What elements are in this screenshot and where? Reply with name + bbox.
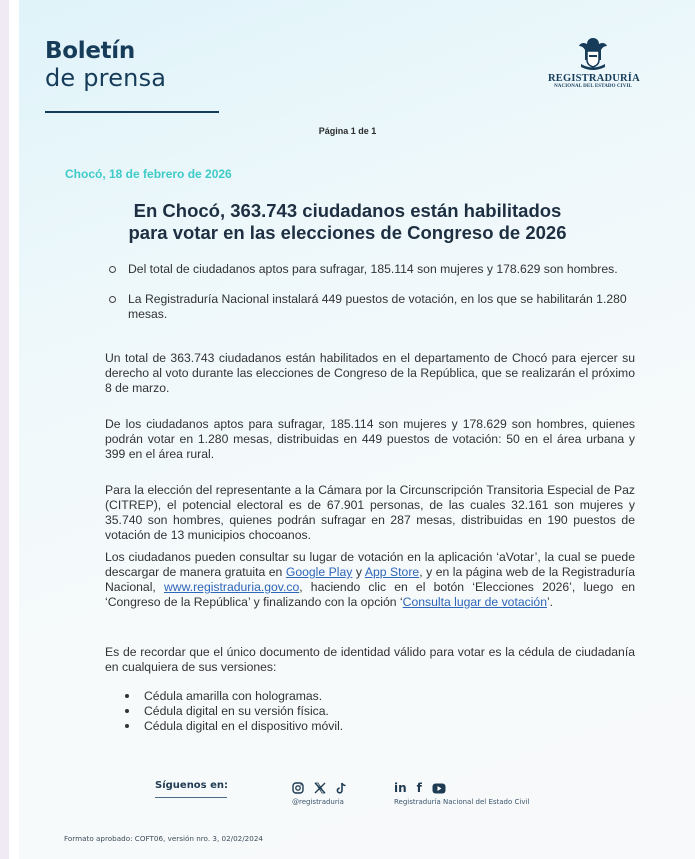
linkedin-icon[interactable]: in — [394, 781, 407, 795]
id-version-text: Cédula amarilla con hologramas. — [144, 689, 323, 703]
registraduria-website-link[interactable]: www.registraduria.gov.co — [163, 580, 300, 594]
page-indicator: Página 1 de 1 — [318, 126, 377, 136]
bullet-icon — [125, 709, 129, 713]
paragraph-id-document: Es de recordar que el único documento de identidad válido para votar es la cédula de ciudadanía en cualquiera de sus versiones: — [105, 645, 635, 674]
youtube-icon[interactable] — [432, 783, 446, 794]
format-footer: Formato aprobado: COFT06, versión nro. 3, 02/02/2024 — [64, 834, 263, 843]
headline-line2: para votar en las elecciones de Congreso de 2026 — [128, 222, 567, 243]
text-run: , haciendo clic en el botón ‘Elecciones 2026’, luego en ‘Congreso de la República’ y finalizando con la opción ‘ — [105, 580, 635, 609]
headline — [60, 200, 635, 244]
social-group-handle — [292, 781, 347, 806]
brand-title-line2: de prensa — [45, 64, 167, 92]
x-icon[interactable] — [314, 782, 326, 794]
coat-of-arms-icon — [574, 36, 612, 72]
logo-title: REGISTRADURÍA — [548, 73, 640, 84]
registraduria-logo — [548, 36, 638, 89]
follow-us-label: Síguenos en: — [155, 780, 229, 791]
text-run: Los ciudadanos pueden consultar su lugar de votación en la aplicación ‘aVotar’, la cual se puede descargar de manera gratuita en — [105, 550, 635, 579]
highlights-list — [100, 262, 640, 337]
id-version-item — [120, 689, 343, 704]
tiktok-icon[interactable] — [336, 782, 347, 794]
highlight-text: Del total de ciudadanos aptos para sufragar, 185.114 son mujeres y 178.629 son hombres. — [128, 262, 618, 276]
highlight-text: La Registraduría Nacional instalará 449 puestos de votación, en los que se habilitarán 1.280 mesas. — [128, 292, 627, 321]
social-handle: @registraduria — [292, 798, 344, 806]
logo-subtitle: NACIONAL DEL ESTADO CIVIL — [554, 84, 632, 89]
bullet-icon — [125, 724, 129, 728]
paragraph-consult-location — [105, 550, 635, 610]
text-run: ’. — [546, 595, 554, 609]
follow-us-underline — [155, 797, 227, 798]
social-org-name: Registraduría Nacional del Estado Civil — [394, 798, 530, 806]
hollow-bullet-icon — [109, 266, 116, 273]
text-run: , y en la página web de la Registraduría Nacional, — [105, 565, 635, 594]
google-play-link[interactable]: Google Play — [285, 565, 353, 579]
brand-underline — [45, 111, 219, 113]
facebook-icon[interactable]: f — [416, 781, 422, 795]
brand-title — [45, 38, 166, 92]
app-store-link[interactable]: App Store — [364, 565, 420, 579]
highlight-item — [100, 292, 640, 322]
paragraph-citrep: Para la elección del representante a la Cámara por la Circunscripción Transitoria Especial de Paz (CITREP), el potencial electoral es de 67.901 personas, de las cuales 32.161 son mujeres y 35.740 son hombres, quienes podrán sufragar en 287 mesas, distribuidas en 190 puestos de votación de 13 municipios chocoanos. — [105, 483, 635, 542]
consulta-lugar-link[interactable]: Consulta lugar de votación — [402, 595, 547, 609]
social-group-name — [394, 781, 529, 806]
bullet-icon — [125, 694, 129, 698]
headline-line1: En Chocó, 363.743 ciudadanos están habilitados — [133, 200, 562, 221]
id-versions-list — [120, 689, 343, 734]
paragraph-gender-breakdown: De los ciudadanos aptos para sufragar, 185.114 son mujeres y 178.629 son hombres, quienes podrán votar en 1.280 mesas, distribuidas en 449 puestos de votación: 50 en el área urbana y 399 en el área rural. — [105, 417, 635, 461]
id-version-text: Cédula digital en el dispositivo móvil. — [144, 719, 344, 733]
dateline: Chocó, 18 de febrero de 2026 — [65, 167, 232, 181]
text-run: y — [352, 565, 365, 579]
brand-title-line1: Boletín — [45, 38, 135, 64]
hollow-bullet-icon — [109, 296, 116, 303]
instagram-icon[interactable] — [292, 782, 304, 794]
id-version-text: Cédula digital en su versión física. — [144, 704, 329, 718]
paragraph-total-voters: Un total de 363.743 ciudadanos están habilitados en el departamento de Chocó para ejercer su derecho al voto durante las elecciones de Congreso de la República, que se realizarán el próximo 8 de marzo. — [105, 351, 635, 395]
id-version-item — [120, 704, 343, 719]
highlight-item — [100, 262, 640, 277]
id-version-item — [120, 719, 343, 734]
